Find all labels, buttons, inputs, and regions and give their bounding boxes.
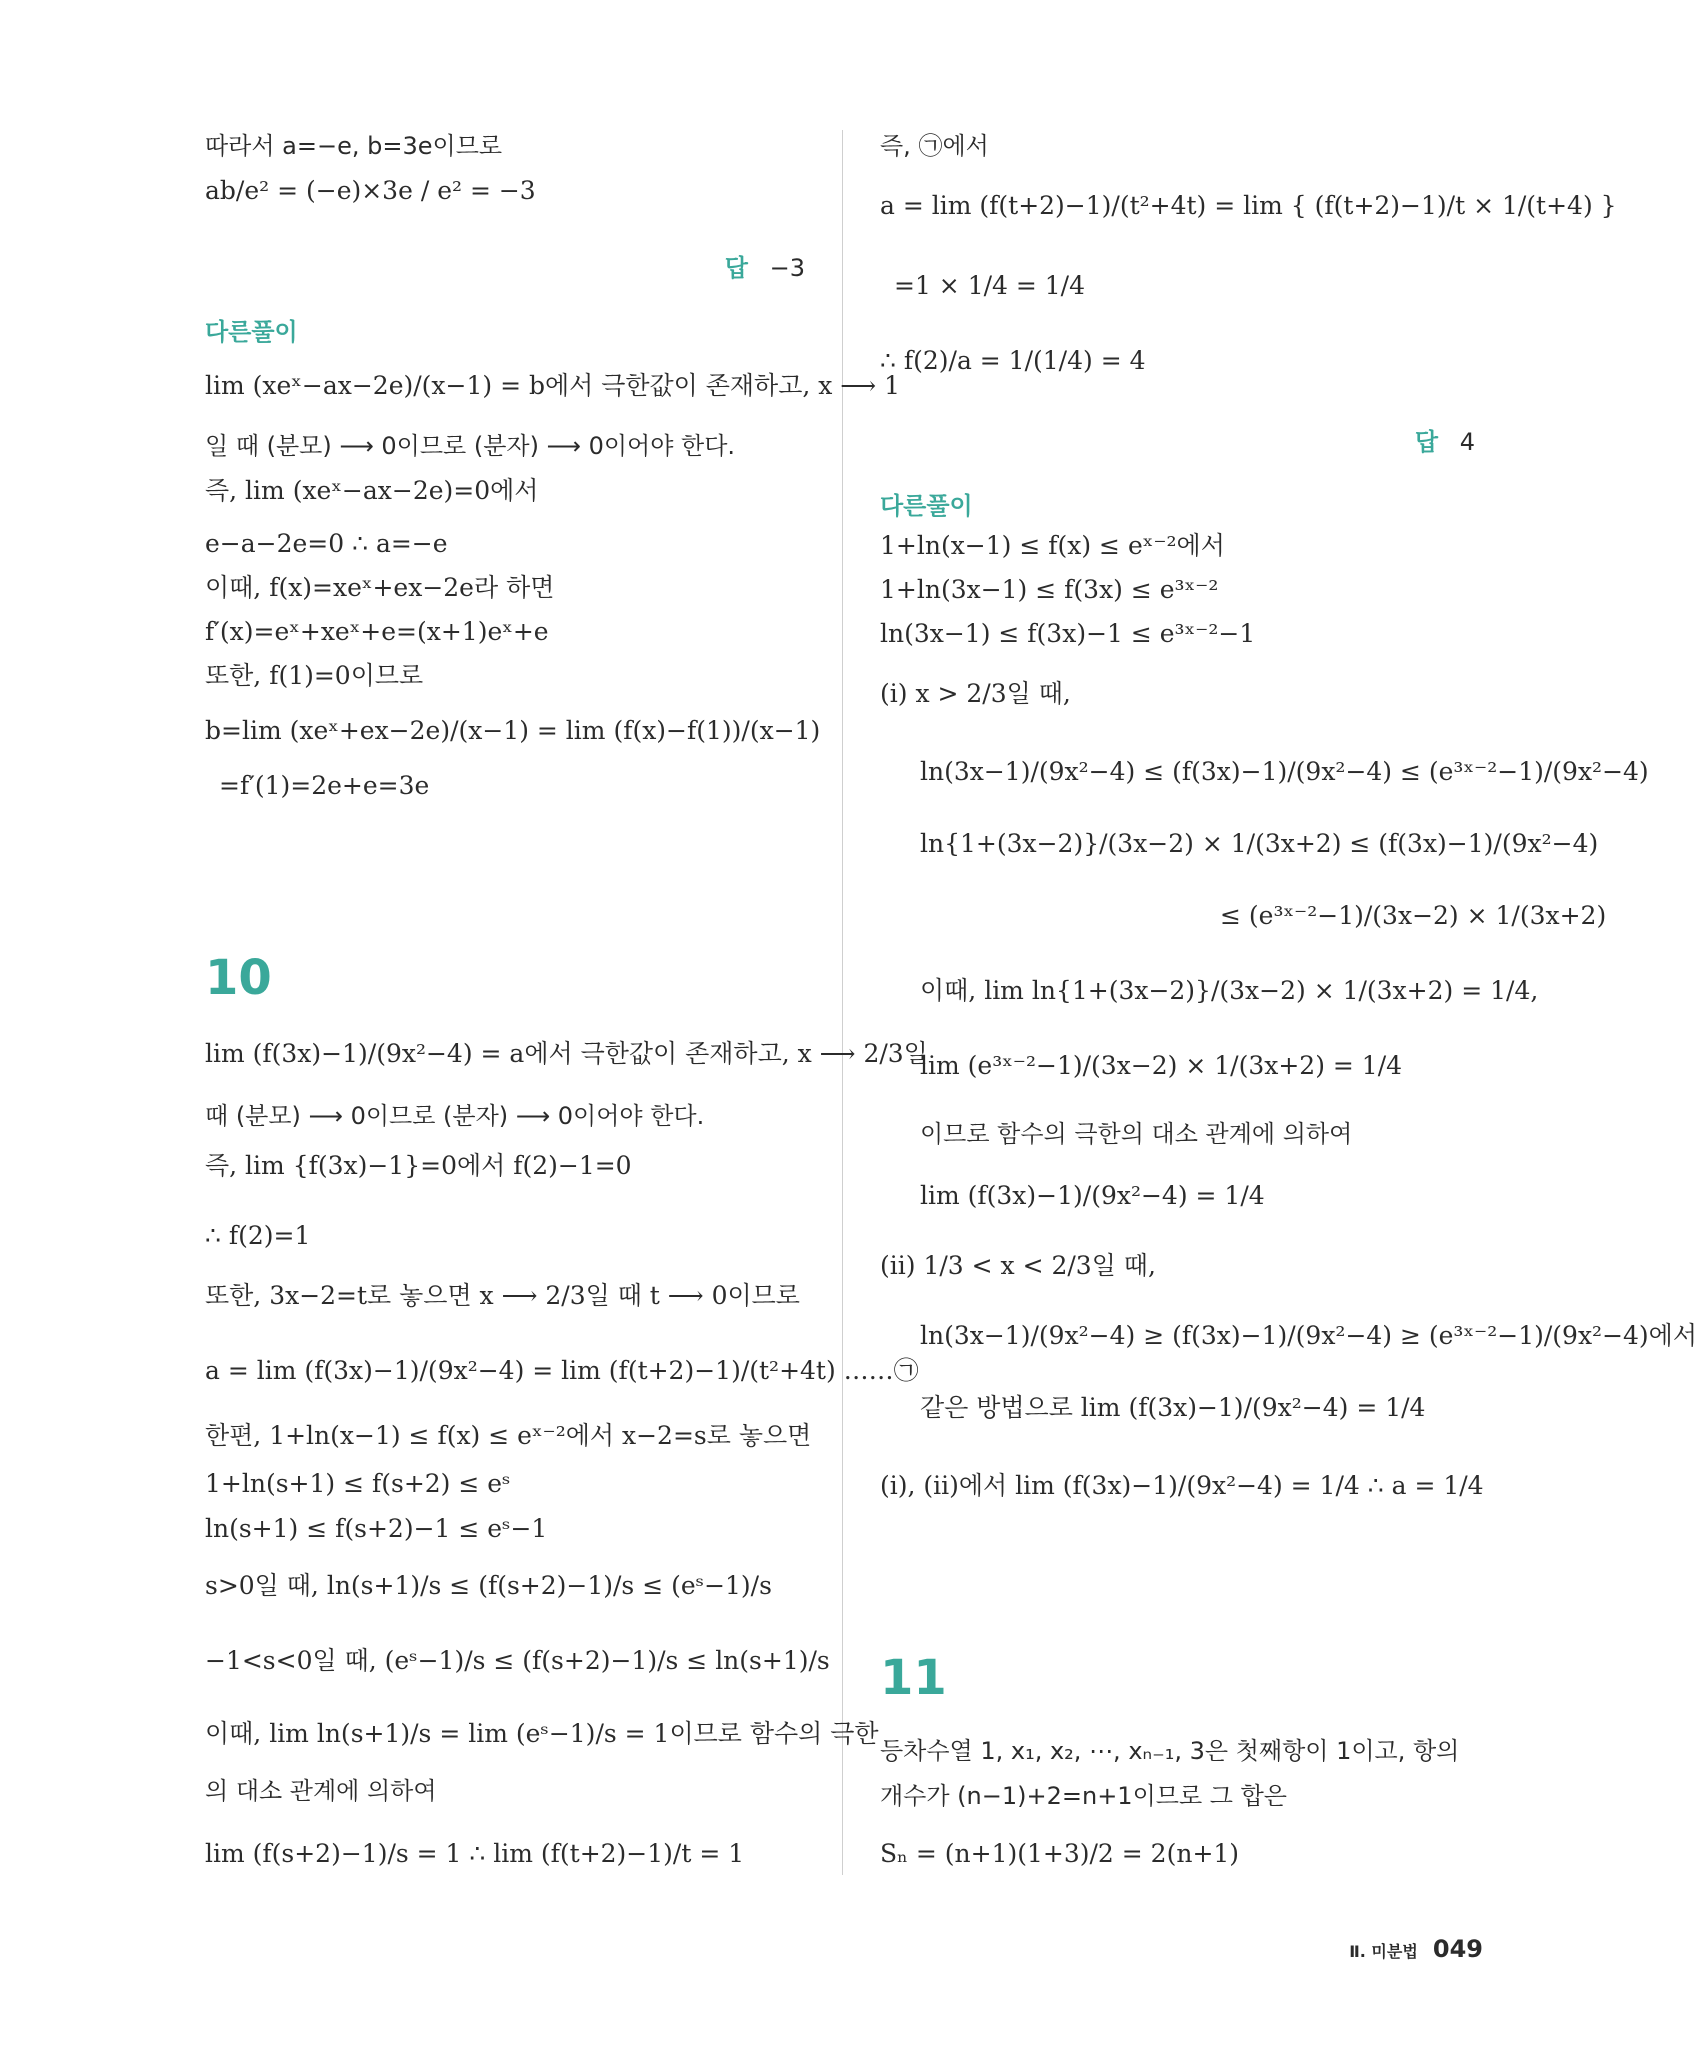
math-line: 또한, 3x−2=t로 놓으면 x ⟶ 2/3일 때 t ⟶ 0이므로 xyxy=(205,1281,800,1310)
math-line: (i) x > 2/3일 때, xyxy=(880,679,1071,708)
section-label: Ⅱ. 미분법 xyxy=(1349,1942,1418,1961)
math-line: ab/e² = (−e)×3e / e² = −3 xyxy=(205,176,536,205)
text-line: 따라서 a=−e, b=3e이므로 xyxy=(205,132,503,160)
math-line: 즉, lim {f(3x)−1}=0에서 f(2)−1=0 xyxy=(205,1151,632,1180)
math-line: 한편, 1+ln(x−1) ≤ f(x) ≤ eˣ⁻²에서 x−2=s로 놓으면 xyxy=(205,1421,812,1450)
math-line: ∴ f(2)=1 xyxy=(205,1221,311,1250)
problem-number: 11 xyxy=(880,1650,947,1706)
math-line: lim (f(3x)−1)/(9x²−4) = a에서 극한값이 존재하고, x ⟶ 2/3일 xyxy=(205,1039,928,1068)
math-line: ln(3x−1)/(9x²−4) ≤ (f(3x)−1)/(9x²−4) ≤ (e³ˣ⁻²−1)/(9x²−4) xyxy=(920,757,1649,786)
text-line: 이므로 함수의 극한의 대소 관계에 의하여 xyxy=(920,1120,1353,1148)
math-line: lim (e³ˣ⁻²−1)/(3x−2) × 1/(3x+2) = 1/4 xyxy=(920,1051,1403,1080)
answer-value: −3 xyxy=(769,254,805,282)
text-line: 의 대소 관계에 의하여 xyxy=(205,1777,437,1805)
math-line: 이때, lim ln(s+1)/s = lim (eˢ−1)/s = 1이므로 함수의 극한 xyxy=(205,1719,879,1748)
answer-label: 답 xyxy=(724,254,748,282)
math-line: (ii) 1/3 < x < 2/3일 때, xyxy=(880,1251,1156,1280)
answer-box xyxy=(725,248,805,283)
answer-label: 답 xyxy=(1414,428,1439,456)
math-line: ≤ (e³ˣ⁻²−1)/(3x−2) × 1/(3x+2) xyxy=(1220,901,1607,930)
math-line: −1<s<0일 때, (eˢ−1)/s ≤ (f(s+2)−1)/s ≤ ln(s+1)/s xyxy=(205,1646,830,1675)
math-line: f′(x)=eˣ+xeˣ+e=(x+1)eˣ+e xyxy=(205,617,549,646)
math-line: ln(s+1) ≤ f(s+2)−1 ≤ eˢ−1 xyxy=(205,1514,548,1543)
math-line: ln(3x−1) ≤ f(3x)−1 ≤ e³ˣ⁻²−1 xyxy=(880,619,1256,648)
math-line: 즉, lim (xeˣ−ax−2e)=0에서 xyxy=(205,476,539,505)
text-line: 개수가 (n−1)+2=n+1이므로 그 합은 xyxy=(880,1782,1287,1810)
math-line: 1+ln(x−1) ≤ f(x) ≤ eˣ⁻²에서 xyxy=(880,531,1225,560)
math-line: (i), (ii)에서 lim (f(3x)−1)/(9x²−4) = 1/4 ∴ a = 1/4 xyxy=(880,1471,1484,1500)
math-line: b=lim (xeˣ+ex−2e)/(x−1) = lim (f(x)−f(1))/(x−1) xyxy=(205,716,821,745)
math-line: 같은 방법으로 lim (f(3x)−1)/(9x²−4) = 1/4 xyxy=(920,1393,1426,1422)
math-line: lim (xeˣ−ax−2e)/(x−1) = b에서 극한값이 존재하고, x ⟶ 1 xyxy=(205,371,900,400)
math-line: 1+ln(3x−1) ≤ f(3x) ≤ e³ˣ⁻² xyxy=(880,575,1219,604)
math-line: 1+ln(s+1) ≤ f(s+2) ≤ eˢ xyxy=(205,1469,511,1498)
text-line: 즉, ㉠에서 xyxy=(880,132,989,160)
math-line: a = lim (f(t+2)−1)/(t²+4t) = lim { (f(t+2)−1)/t × 1/(t+4) } xyxy=(880,191,1617,220)
math-line: a = lim (f(3x)−1)/(9x²−4) = lim (f(t+2)−1)/(t²+4t) ……㉠ xyxy=(205,1356,919,1385)
math-line: Sₙ = (n+1)(1+3)/2 = 2(n+1) xyxy=(880,1839,1240,1868)
math-line: =1 × 1/4 = 1/4 xyxy=(894,271,1086,300)
text-line: 일 때 (분모) ⟶ 0이므로 (분자) ⟶ 0이어야 한다. xyxy=(205,432,736,460)
math-line: ln{1+(3x−2)}/(3x−2) × 1/(3x+2) ≤ (f(3x)−1)/(9x²−4) xyxy=(920,829,1599,858)
math-line: ln(3x−1)/(9x²−4) ≥ (f(3x)−1)/(9x²−4) ≥ (e³ˣ⁻²−1)/(9x²−4)에서 xyxy=(920,1321,1697,1350)
math-line: e−a−2e=0 ∴ a=−e xyxy=(205,529,448,558)
math-line: =f′(1)=2e+e=3e xyxy=(219,771,430,800)
math-line: 또한, f(1)=0이므로 xyxy=(205,661,424,690)
text-line: 등차수열 1, x₁, x₂, ⋯, xₙ₋₁, 3은 첫째항이 1이고, 항의 xyxy=(880,1737,1460,1765)
math-line: s>0일 때, ln(s+1)/s ≤ (f(s+2)−1)/s ≤ (eˢ−1)/s xyxy=(205,1571,772,1600)
math-line: lim (f(s+2)−1)/s = 1 ∴ lim (f(t+2)−1)/t = 1 xyxy=(205,1839,745,1868)
answer-box xyxy=(1415,422,1475,457)
answer-value: 4 xyxy=(1459,428,1475,456)
math-line: ∴ f(2)/a = 1/(1/4) = 4 xyxy=(880,346,1146,375)
math-line: 이때, lim ln{1+(3x−2)}/(3x−2) × 1/(3x+2) = 1/4, xyxy=(920,976,1539,1005)
text-line: 때 (분모) ⟶ 0이므로 (분자) ⟶ 0이어야 한다. xyxy=(205,1102,705,1130)
page-footer xyxy=(1349,1935,1483,1963)
alt-solution-heading: 다른풀이 xyxy=(880,492,973,520)
math-line: 이때, f(x)=xeˣ+ex−2e라 하면 xyxy=(205,573,555,602)
page-number: 049 xyxy=(1432,1935,1483,1963)
alt-solution-heading: 다른풀이 xyxy=(205,318,298,346)
math-line: lim (f(3x)−1)/(9x²−4) = 1/4 xyxy=(920,1181,1265,1210)
problem-number: 10 xyxy=(205,950,272,1006)
